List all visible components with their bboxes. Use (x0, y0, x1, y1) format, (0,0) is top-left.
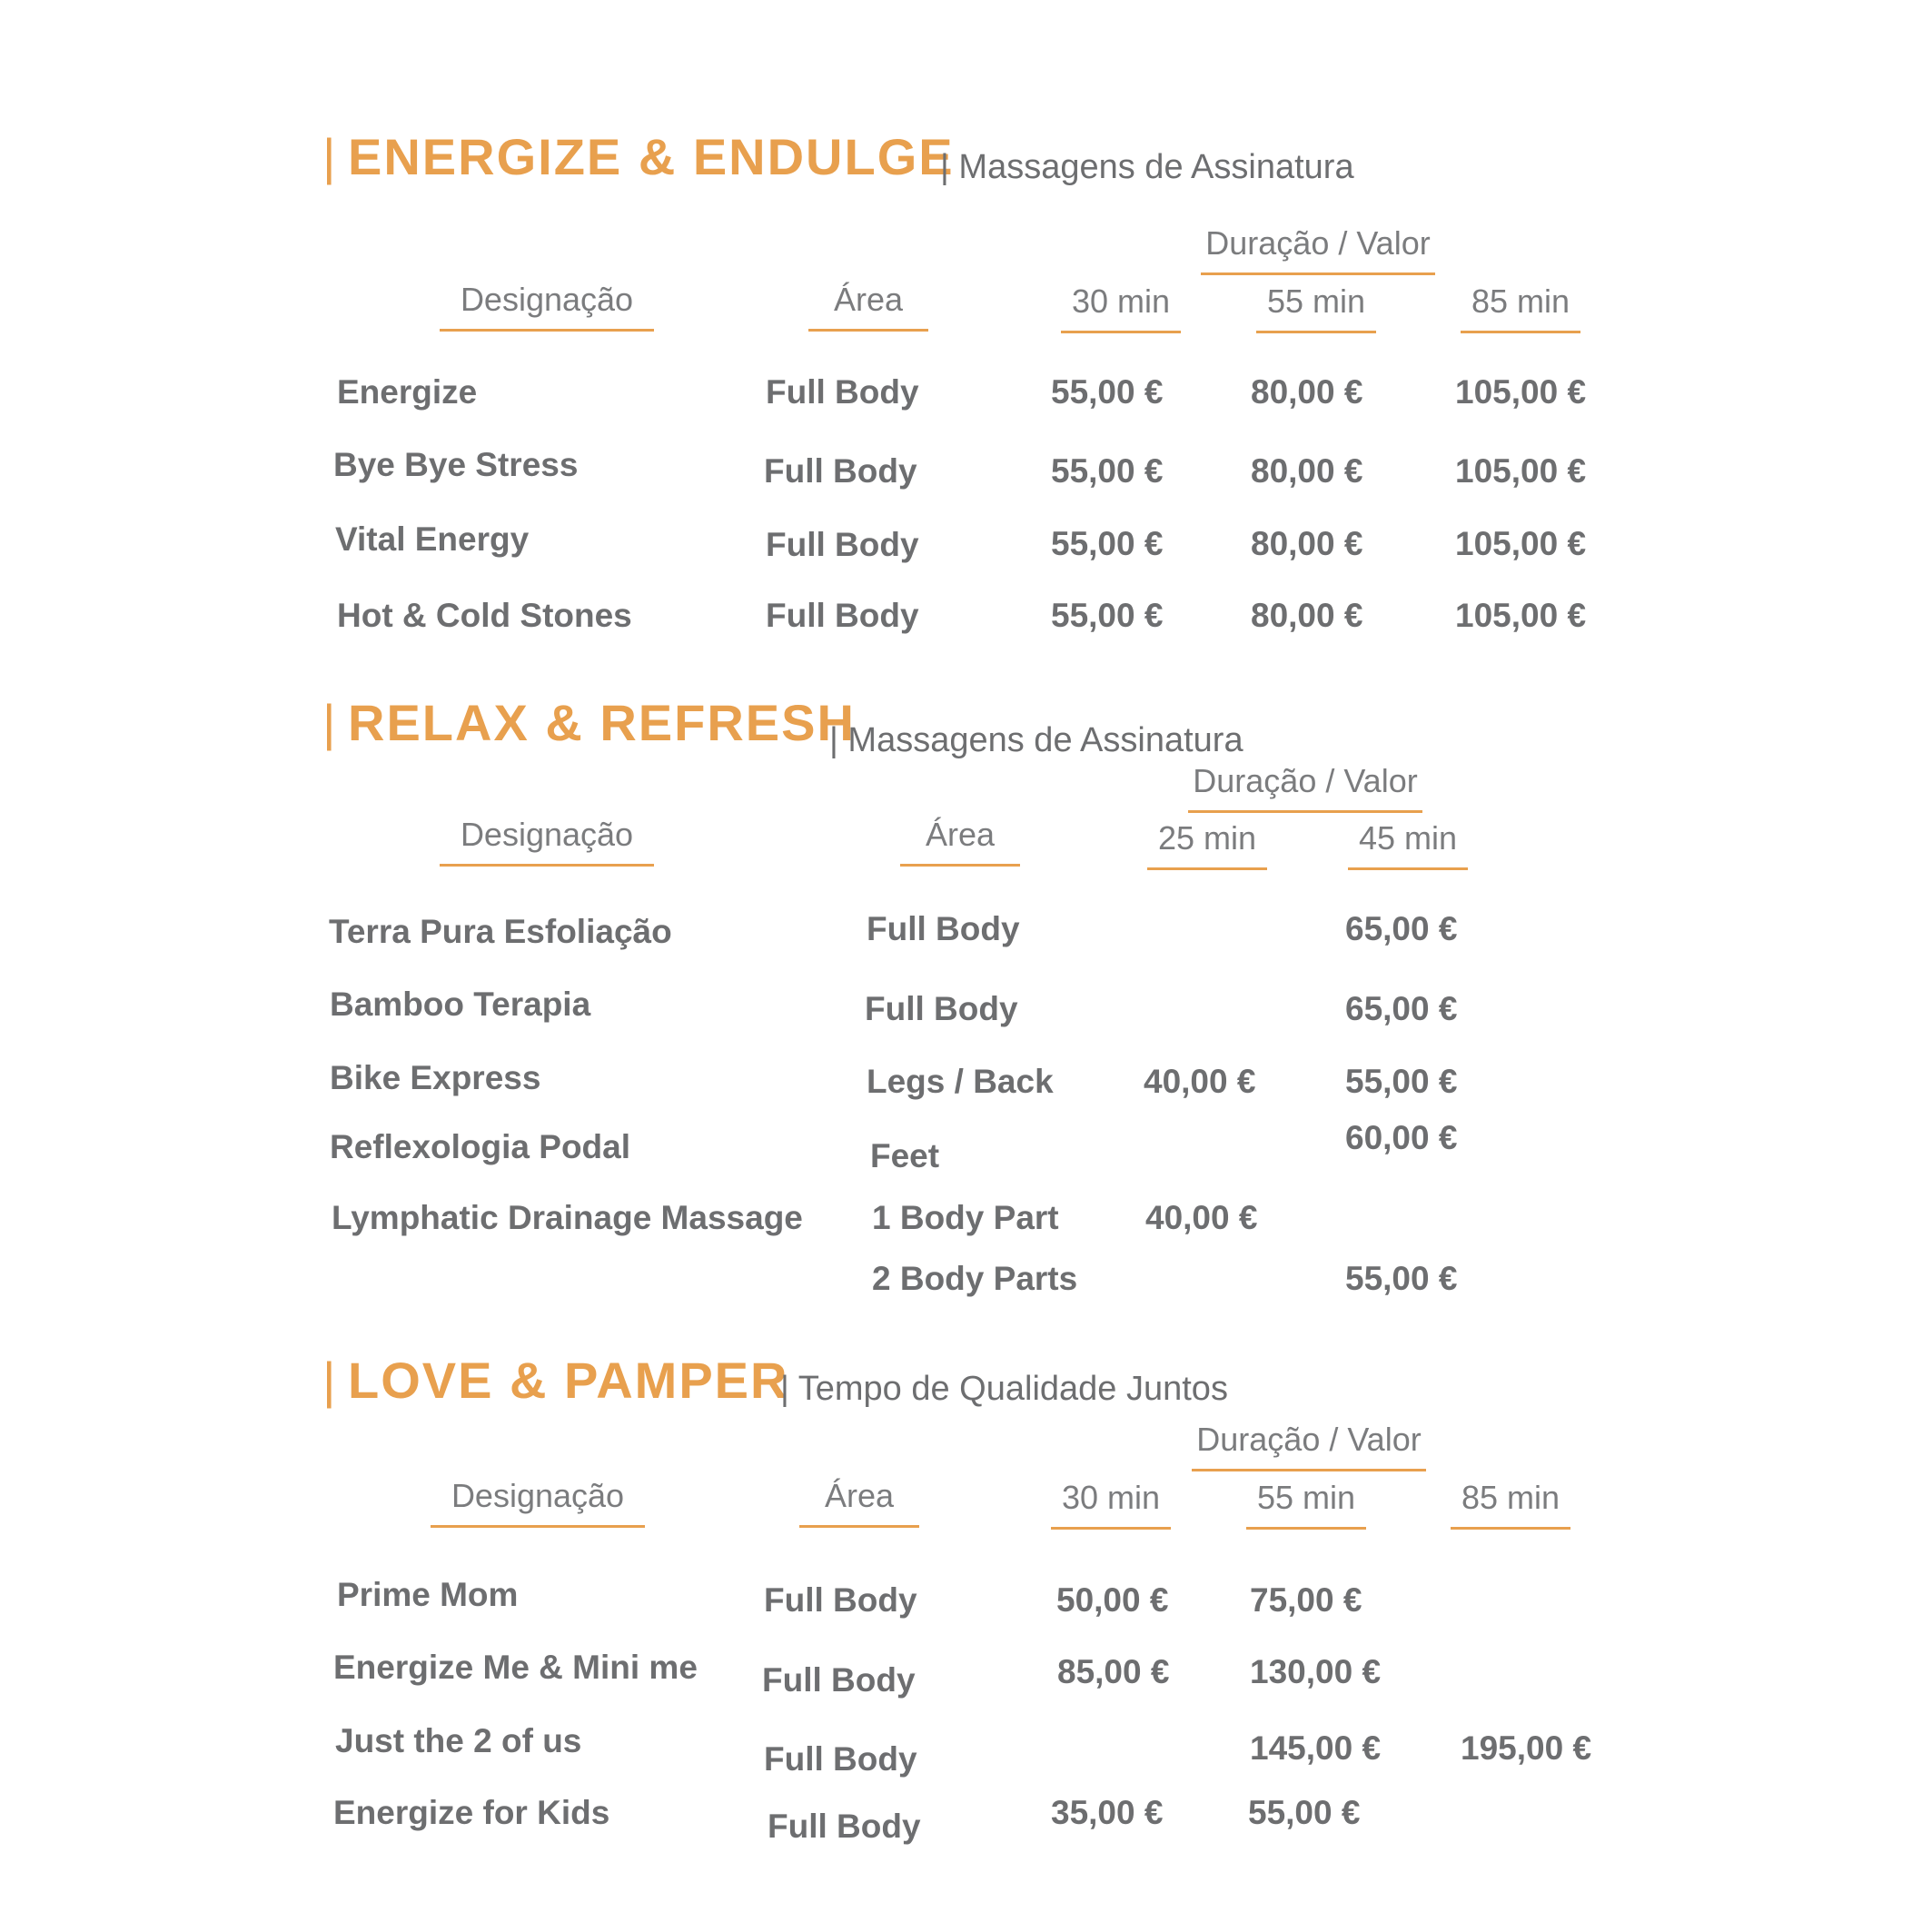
price-col-3: 105,00 € (1455, 525, 1587, 562)
treatment-area: Feet (870, 1137, 940, 1174)
price-col-2: 55,00 € (1345, 1063, 1458, 1100)
price-col-1: 55,00 € (1051, 525, 1164, 562)
treatment-name: Terra Pura Esfoliação (329, 913, 672, 950)
duration-col-2-header: 55 min (1246, 1481, 1366, 1530)
section-heading: LOVE & PAMPER (348, 1352, 789, 1409)
price-col-2: 80,00 € (1251, 597, 1363, 634)
price-col-1: 55,00 € (1051, 373, 1164, 411)
area-header: Área (900, 818, 1020, 867)
treatment-name: Lymphatic Drainage Massage (332, 1199, 803, 1236)
designation-header: Designação (440, 283, 654, 332)
treatment-name: Reflexologia Podal (330, 1128, 631, 1165)
area-header: Área (799, 1480, 919, 1528)
price-col-2: 65,00 € (1345, 910, 1458, 947)
price-col-2: 80,00 € (1251, 452, 1363, 490)
treatment-area: Full Body (867, 910, 1020, 947)
treatment-name: Energize (337, 373, 478, 411)
price-col-2: 80,00 € (1251, 373, 1363, 411)
price-col-1: 55,00 € (1051, 452, 1164, 490)
price-col-2: 55,00 € (1248, 1794, 1361, 1831)
treatment-name: Prime Mom (337, 1576, 519, 1613)
treatment-area: Full Body (766, 526, 919, 563)
designation-header: Designação (431, 1480, 645, 1528)
price-col-3: 105,00 € (1455, 373, 1587, 411)
treatment-name: Energize for Kids (333, 1794, 610, 1831)
price-col-3: 195,00 € (1461, 1729, 1592, 1767)
price-col-1: 40,00 € (1144, 1063, 1256, 1100)
treatment-name: Bamboo Terapia (330, 986, 591, 1023)
price-col-2: 65,00 € (1345, 990, 1458, 1027)
treatment-area: 1 Body Part (872, 1199, 1059, 1236)
treatment-area: Full Body (766, 373, 919, 411)
treatment-name: Vital Energy (335, 520, 530, 558)
price-col-3: 105,00 € (1455, 452, 1587, 490)
treatment-area: Full Body (766, 597, 919, 634)
treatment-name: Hot & Cold Stones (337, 597, 632, 634)
duration-col-1-header: 30 min (1051, 1481, 1171, 1530)
section-subtitle: | Massagens de Assinatura (829, 721, 1243, 759)
treatment-name: Bike Express (330, 1059, 541, 1096)
duration-col-1-header: 30 min (1061, 285, 1181, 333)
treatment-area: Full Body (764, 1740, 917, 1778)
price-col-2: 130,00 € (1250, 1653, 1382, 1690)
price-col-2: 55,00 € (1345, 1260, 1458, 1297)
treatment-area: Full Body (768, 1808, 921, 1845)
title-bar-divider: | (322, 128, 336, 185)
price-col-1: 55,00 € (1051, 597, 1164, 634)
duration-col-2-header: 45 min (1348, 822, 1468, 870)
title-bar-divider: | (322, 694, 336, 751)
duration-value-header: Duração / Valor (1188, 765, 1422, 813)
designation-header: Designação (440, 818, 654, 867)
treatment-area: Full Body (764, 452, 917, 490)
price-col-3: 105,00 € (1455, 597, 1587, 634)
duration-col-1-header: 25 min (1147, 822, 1267, 870)
duration-value-header: Duração / Valor (1201, 227, 1435, 275)
area-header: Área (808, 283, 928, 332)
section-subtitle: | Tempo de Qualidade Juntos (780, 1370, 1228, 1408)
treatment-area: Full Body (865, 990, 1018, 1027)
treatment-area: Legs / Back (867, 1063, 1054, 1100)
title-bar-divider: | (322, 1352, 336, 1409)
treatment-name: Just the 2 of us (335, 1722, 582, 1759)
section-heading: RELAX & REFRESH (348, 694, 856, 751)
price-col-1: 40,00 € (1145, 1199, 1258, 1236)
duration-value-header: Duração / Valor (1192, 1423, 1426, 1471)
price-col-2: 145,00 € (1250, 1729, 1382, 1767)
duration-col-3-header: 85 min (1451, 1481, 1570, 1530)
treatment-name: Bye Bye Stress (333, 446, 579, 483)
price-col-1: 50,00 € (1056, 1581, 1169, 1619)
duration-col-3-header: 85 min (1461, 285, 1580, 333)
price-col-2: 60,00 € (1345, 1119, 1458, 1156)
section-heading: ENERGIZE & ENDULGE (348, 128, 955, 185)
price-col-2: 80,00 € (1251, 525, 1363, 562)
treatment-area: Full Body (764, 1581, 917, 1619)
treatment-area: 2 Body Parts (872, 1260, 1078, 1297)
price-col-1: 35,00 € (1051, 1794, 1164, 1831)
treatment-area: Full Body (762, 1661, 916, 1699)
treatment-name: Energize Me & Mini me (333, 1649, 698, 1686)
price-col-1: 85,00 € (1057, 1653, 1170, 1690)
duration-col-2-header: 55 min (1256, 285, 1376, 333)
price-col-2: 75,00 € (1250, 1581, 1362, 1619)
section-subtitle: | Massagens de Assinatura (940, 148, 1354, 186)
